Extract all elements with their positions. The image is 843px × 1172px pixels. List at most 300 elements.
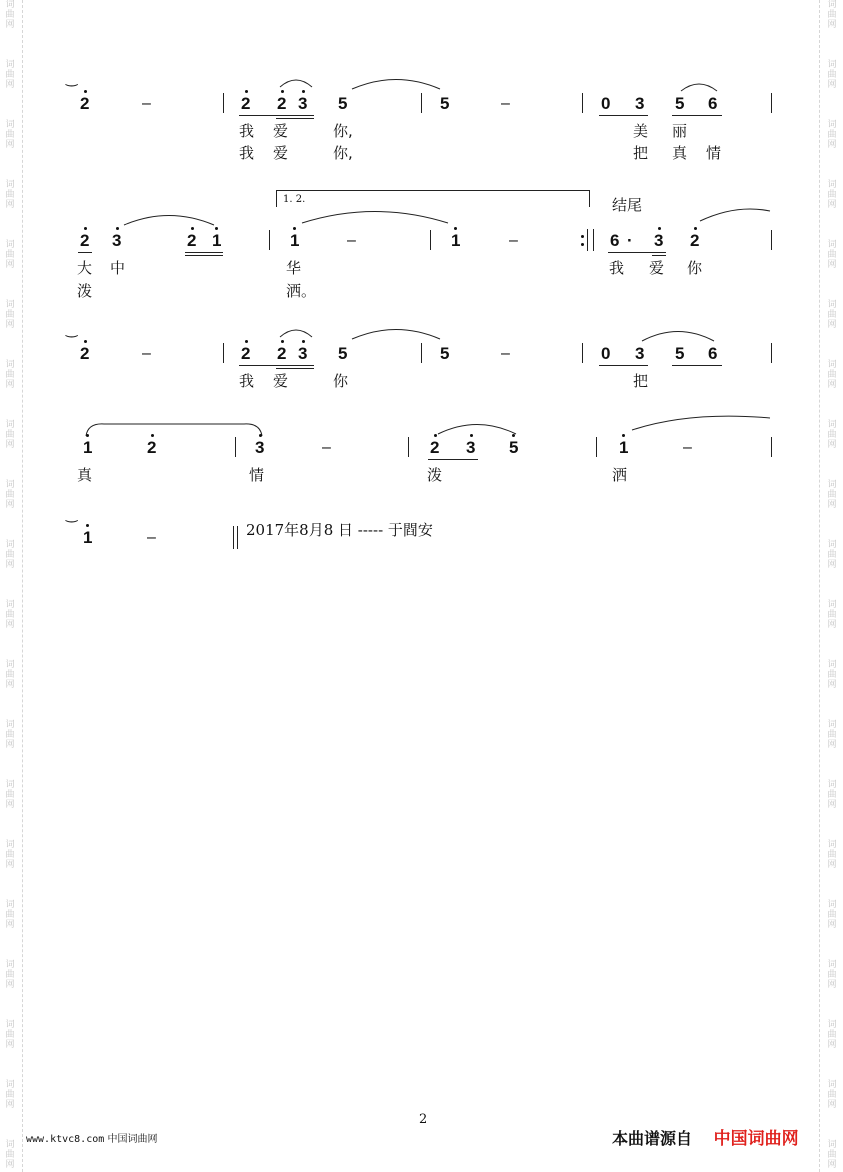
footer-site-info — [26, 1130, 157, 1145]
beam-line — [608, 252, 666, 253]
brand-link[interactable]: 中国词曲网 — [713, 1129, 799, 1149]
note: 6 — [708, 344, 718, 363]
source-label: 本曲谱源自 — [612, 1129, 693, 1148]
note: 5 — [509, 438, 519, 457]
watermark-char: 词 — [827, 420, 837, 430]
watermark-char: 曲 — [5, 1030, 15, 1040]
note: 1 — [83, 438, 93, 457]
watermark-mark — [2, 180, 18, 210]
watermark-char: 曲 — [827, 310, 837, 320]
watermark-mark — [824, 960, 840, 990]
watermark-char: 网 — [827, 860, 837, 870]
watermark-char: 网 — [827, 620, 837, 630]
extension-dash: – — [347, 232, 356, 249]
watermark-char: 词 — [827, 60, 837, 70]
beam-line — [239, 365, 314, 366]
high-octave-dot — [259, 434, 262, 437]
lyric: 把 — [633, 372, 649, 390]
watermark-char: 词 — [827, 0, 837, 10]
high-octave-dot — [302, 90, 305, 93]
tie — [300, 208, 450, 224]
tie-start-mark: ‿ — [66, 71, 78, 87]
watermark-char: 词 — [5, 600, 15, 610]
watermark-char: 曲 — [827, 250, 837, 260]
watermark-char: 词 — [827, 660, 837, 670]
watermark-mark — [824, 900, 840, 930]
watermark-char: 曲 — [827, 670, 837, 680]
watermark-char: 曲 — [5, 790, 15, 800]
bar-line — [771, 343, 772, 363]
watermark-char: 网 — [827, 380, 837, 390]
watermark-char: 网 — [5, 500, 15, 510]
watermark-char: 曲 — [5, 190, 15, 200]
tie-start-mark: ‿ — [66, 322, 78, 338]
tie-start-mark: ‿ — [66, 507, 78, 523]
watermark-mark — [824, 120, 840, 150]
note: 2 — [80, 94, 90, 113]
watermark-mark — [824, 1020, 840, 1050]
watermark-char: 曲 — [5, 1150, 15, 1160]
repeat-end-barline — [587, 229, 594, 251]
watermark-char: 曲 — [5, 1090, 15, 1100]
right-watermark-column — [824, 0, 840, 1172]
watermark-char: 词 — [827, 780, 837, 790]
watermark-char: 曲 — [827, 430, 837, 440]
high-octave-dot — [151, 434, 154, 437]
watermark-char: 词 — [827, 900, 837, 910]
bar-line — [771, 437, 772, 457]
watermark-char: 曲 — [5, 850, 15, 860]
bar-line — [235, 437, 236, 457]
watermark-mark — [2, 1140, 18, 1170]
watermark-char: 网 — [5, 560, 15, 570]
watermark-char: 词 — [5, 720, 15, 730]
watermark-char: 词 — [827, 1020, 837, 1030]
high-octave-dot — [215, 227, 218, 230]
note: 5 — [440, 344, 450, 363]
watermark-char: 词 — [827, 720, 837, 730]
lyric: 爱 — [273, 372, 289, 390]
watermark-char: 网 — [827, 1040, 837, 1050]
note: 5 — [440, 94, 450, 113]
tie — [122, 212, 216, 226]
high-octave-dot — [84, 227, 87, 230]
high-octave-dot — [658, 227, 661, 230]
extension-dash: – — [142, 345, 151, 362]
watermark-mark — [824, 660, 840, 690]
watermark-char: 网 — [5, 980, 15, 990]
watermark-char: 词 — [5, 1020, 15, 1030]
lyric: 洒。 — [286, 282, 317, 300]
bar-line — [408, 437, 409, 457]
watermark-char: 词 — [827, 240, 837, 250]
watermark-mark — [2, 360, 18, 390]
lyric: 爱 — [273, 144, 289, 162]
note: 5 — [675, 344, 685, 363]
tie — [630, 415, 772, 431]
watermark-char: 曲 — [5, 550, 15, 560]
beam-line — [276, 118, 314, 119]
watermark-char: 网 — [5, 740, 15, 750]
extension-dash: – — [501, 345, 510, 362]
repeat-dot — [581, 235, 584, 238]
watermark-mark — [824, 840, 840, 870]
watermark-mark — [824, 180, 840, 210]
beam-line — [185, 252, 223, 253]
watermark-char: 曲 — [5, 910, 15, 920]
final-barline — [233, 526, 238, 549]
watermark-char: 网 — [5, 800, 15, 810]
beam-line — [672, 115, 722, 116]
lyric: 大 — [77, 259, 93, 277]
watermark-char: 曲 — [827, 790, 837, 800]
high-octave-dot — [694, 227, 697, 230]
watermark-char: 曲 — [5, 490, 15, 500]
watermark-mark — [2, 60, 18, 90]
watermark-char: 词 — [827, 300, 837, 310]
lyric: 情 — [249, 466, 265, 484]
note: 2 — [80, 344, 90, 363]
note: 2 — [187, 231, 197, 250]
watermark-char: 曲 — [5, 130, 15, 140]
watermark-char: 曲 — [5, 70, 15, 80]
site-url-link[interactable]: www.ktvc8.com — [26, 1134, 105, 1145]
watermark-char: 曲 — [827, 490, 837, 500]
watermark-char: 曲 — [5, 670, 15, 680]
watermark-char: 网 — [827, 740, 837, 750]
footer-source — [612, 1124, 799, 1149]
watermark-char: 词 — [5, 1080, 15, 1090]
watermark-char: 网 — [827, 1160, 837, 1170]
lyric: 丽 — [672, 122, 688, 140]
watermark-char: 词 — [827, 1080, 837, 1090]
watermark-char: 曲 — [827, 190, 837, 200]
high-octave-dot — [245, 90, 248, 93]
lyric: 我 — [239, 372, 255, 390]
watermark-char: 网 — [5, 380, 15, 390]
watermark-char: 词 — [827, 600, 837, 610]
lyric: 华 — [286, 259, 302, 277]
watermark-char: 词 — [5, 60, 15, 70]
slur — [640, 328, 716, 342]
watermark-char: 曲 — [5, 610, 15, 620]
watermark-char: 词 — [827, 120, 837, 130]
high-octave-dot — [245, 340, 248, 343]
watermark-char: 网 — [827, 260, 837, 270]
watermark-char: 网 — [5, 680, 15, 690]
tie — [698, 208, 772, 222]
note: 3 — [255, 438, 265, 457]
watermark-char: 网 — [827, 920, 837, 930]
watermark-char: 曲 — [827, 910, 837, 920]
high-octave-dot — [84, 340, 87, 343]
lyric: 你, — [333, 122, 353, 140]
watermark-char: 网 — [827, 560, 837, 570]
dotted-rhythm: · — [627, 231, 633, 250]
watermark-mark — [2, 1080, 18, 1110]
watermark-mark — [2, 900, 18, 930]
note: 5 — [338, 94, 348, 113]
beam-line — [276, 368, 314, 369]
watermark-mark — [2, 240, 18, 270]
watermark-mark — [824, 540, 840, 570]
watermark-char: 网 — [827, 500, 837, 510]
note: 1 — [451, 231, 461, 250]
note: 2 — [147, 438, 157, 457]
bar-line — [582, 93, 583, 113]
note: 2 — [241, 344, 251, 363]
watermark-mark — [824, 60, 840, 90]
watermark-mark — [824, 420, 840, 450]
high-octave-dot — [454, 227, 457, 230]
bar-line — [421, 93, 422, 113]
lyric: 情 — [706, 144, 722, 162]
beam-line — [78, 252, 92, 253]
note: 3 — [112, 231, 122, 250]
watermark-mark — [824, 480, 840, 510]
high-octave-dot — [191, 227, 194, 230]
watermark-mark — [824, 360, 840, 390]
coda-label: 结尾 — [612, 196, 643, 214]
extension-dash: – — [142, 95, 151, 112]
watermark-char: 网 — [827, 20, 837, 30]
watermark-mark — [2, 600, 18, 630]
volta-bracket — [276, 190, 590, 207]
lyric: 我 — [239, 144, 255, 162]
high-octave-dot — [302, 340, 305, 343]
tie — [350, 326, 442, 340]
watermark-char: 词 — [5, 0, 15, 10]
lyric: 我 — [239, 122, 255, 140]
watermark-char: 网 — [827, 1100, 837, 1110]
right-margin-guide — [819, 0, 820, 1172]
note: 3 — [466, 438, 476, 457]
composition-signature: 2017年8月8 日 ----- 于閰安 — [246, 521, 433, 539]
watermark-char: 曲 — [827, 1150, 837, 1160]
watermark-char: 网 — [5, 920, 15, 930]
note: 2 — [277, 344, 287, 363]
watermark-char: 词 — [5, 180, 15, 190]
watermark-char: 网 — [5, 440, 15, 450]
watermark-mark — [2, 1020, 18, 1050]
extension-dash: – — [147, 529, 156, 546]
beam-line — [599, 365, 648, 366]
lyric: 洒 — [612, 466, 628, 484]
watermark-char: 词 — [827, 480, 837, 490]
bar-line — [421, 343, 422, 363]
extension-dash: – — [509, 232, 518, 249]
watermark-mark — [2, 840, 18, 870]
bar-line — [771, 230, 772, 250]
high-octave-dot — [86, 524, 89, 527]
beam-line — [599, 115, 648, 116]
watermark-char: 曲 — [827, 130, 837, 140]
note: 6 — [708, 94, 718, 113]
watermark-char: 词 — [827, 1140, 837, 1150]
note: 0 — [601, 94, 611, 113]
watermark-char: 词 — [5, 960, 15, 970]
slur — [679, 80, 719, 92]
watermark-char: 词 — [5, 840, 15, 850]
watermark-mark — [2, 480, 18, 510]
repeat-dot — [581, 243, 584, 246]
note: 3 — [298, 344, 308, 363]
watermark-mark — [824, 1080, 840, 1110]
high-octave-dot — [622, 434, 625, 437]
watermark-char: 曲 — [5, 430, 15, 440]
note: 2 — [80, 231, 90, 250]
watermark-char: 网 — [5, 1040, 15, 1050]
beam-line — [185, 255, 223, 256]
watermark-char: 词 — [5, 240, 15, 250]
watermark-char: 网 — [827, 140, 837, 150]
note: 5 — [675, 94, 685, 113]
watermark-char: 曲 — [827, 10, 837, 20]
watermark-mark — [2, 960, 18, 990]
note: 3 — [635, 94, 645, 113]
watermark-char: 词 — [5, 1140, 15, 1150]
note: 1 — [619, 438, 629, 457]
watermark-char: 网 — [5, 200, 15, 210]
note: 1 — [212, 231, 222, 250]
watermark-char: 曲 — [827, 70, 837, 80]
watermark-char: 网 — [5, 320, 15, 330]
bar-line — [582, 343, 583, 363]
watermark-char: 词 — [827, 180, 837, 190]
watermark-mark — [824, 600, 840, 630]
watermark-char: 词 — [5, 900, 15, 910]
slur — [436, 421, 518, 435]
watermark-char: 曲 — [5, 970, 15, 980]
lyric: 泼 — [427, 466, 443, 484]
watermark-char: 词 — [5, 420, 15, 430]
watermark-char: 网 — [5, 140, 15, 150]
watermark-char: 词 — [5, 660, 15, 670]
volta-label: 1. 2. — [283, 194, 306, 205]
slur — [278, 326, 314, 338]
watermark-mark — [2, 0, 18, 30]
watermark-char: 网 — [827, 200, 837, 210]
beam-line — [652, 255, 666, 256]
watermark-mark — [2, 540, 18, 570]
high-octave-dot — [281, 340, 284, 343]
watermark-char: 词 — [827, 960, 837, 970]
extension-dash: – — [683, 439, 692, 456]
watermark-char: 网 — [5, 1160, 15, 1170]
lyric: 爱 — [273, 122, 289, 140]
high-octave-dot — [293, 227, 296, 230]
watermark-char: 网 — [5, 620, 15, 630]
tie — [350, 76, 442, 90]
watermark-mark — [2, 120, 18, 150]
note: 3 — [654, 231, 664, 250]
watermark-char: 曲 — [827, 610, 837, 620]
lyric: 把 — [633, 144, 649, 162]
note: 5 — [338, 344, 348, 363]
watermark-char: 网 — [827, 80, 837, 90]
watermark-mark — [824, 240, 840, 270]
beam-line — [428, 459, 478, 460]
slur — [84, 421, 264, 437]
watermark-char: 词 — [827, 540, 837, 550]
left-watermark-column — [2, 0, 18, 1172]
watermark-char: 网 — [827, 320, 837, 330]
watermark-mark — [824, 300, 840, 330]
watermark-char: 曲 — [5, 730, 15, 740]
lyric: 你 — [687, 259, 703, 277]
bar-line — [223, 343, 224, 363]
watermark-mark — [2, 720, 18, 750]
bar-line — [430, 230, 431, 250]
watermark-char: 曲 — [827, 550, 837, 560]
watermark-char: 曲 — [5, 370, 15, 380]
watermark-char: 曲 — [827, 1030, 837, 1040]
watermark-char: 词 — [5, 480, 15, 490]
watermark-char: 词 — [827, 360, 837, 370]
site-name: 中国词曲网 — [107, 1134, 158, 1145]
watermark-char: 词 — [5, 540, 15, 550]
watermark-char: 曲 — [5, 10, 15, 20]
high-octave-dot — [86, 434, 89, 437]
watermark-mark — [2, 300, 18, 330]
watermark-char: 曲 — [827, 730, 837, 740]
watermark-char: 网 — [827, 440, 837, 450]
bar-line — [269, 230, 270, 250]
watermark-char: 曲 — [827, 1090, 837, 1100]
watermark-mark — [2, 660, 18, 690]
beam-line — [239, 115, 314, 116]
bar-line — [596, 437, 597, 457]
note: 1 — [290, 231, 300, 250]
watermark-char: 网 — [5, 80, 15, 90]
watermark-char: 曲 — [827, 970, 837, 980]
note: 2 — [277, 94, 287, 113]
high-octave-dot — [281, 90, 284, 93]
watermark-char: 曲 — [827, 370, 837, 380]
note: 2 — [241, 94, 251, 113]
note: 3 — [298, 94, 308, 113]
lyric: 中 — [110, 259, 126, 277]
note: 2 — [430, 438, 440, 457]
bar-line — [771, 93, 772, 113]
lyric: 我 — [609, 259, 625, 277]
watermark-char: 词 — [5, 120, 15, 130]
watermark-char: 词 — [5, 300, 15, 310]
watermark-char: 词 — [827, 840, 837, 850]
watermark-mark — [2, 780, 18, 810]
slur — [278, 76, 314, 88]
high-octave-dot — [512, 434, 515, 437]
lyric: 你 — [333, 372, 349, 390]
watermark-char: 曲 — [827, 850, 837, 860]
lyric: 美 — [633, 122, 649, 140]
left-margin-guide — [22, 0, 23, 1172]
watermark-char: 词 — [5, 780, 15, 790]
watermark-char: 网 — [5, 260, 15, 270]
watermark-char: 网 — [827, 980, 837, 990]
watermark-char: 曲 — [5, 310, 15, 320]
watermark-char: 网 — [5, 1100, 15, 1110]
watermark-mark — [824, 0, 840, 30]
watermark-mark — [2, 420, 18, 450]
lyric: 爱 — [649, 259, 665, 277]
lyric: 你, — [333, 144, 353, 162]
watermark-mark — [824, 720, 840, 750]
watermark-char: 网 — [5, 860, 15, 870]
high-octave-dot — [116, 227, 119, 230]
watermark-char: 词 — [5, 360, 15, 370]
watermark-char: 网 — [827, 680, 837, 690]
